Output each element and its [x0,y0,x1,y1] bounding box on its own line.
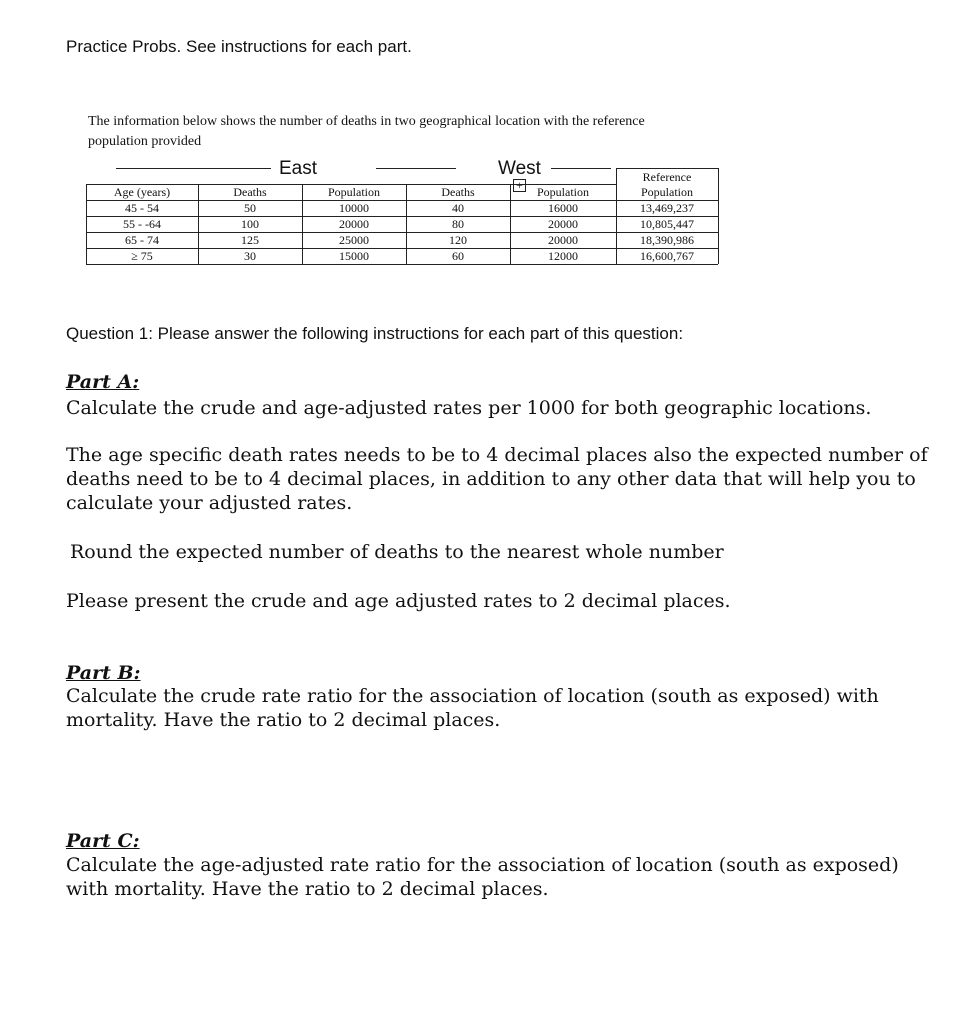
east-label: East [279,158,318,179]
col-header-west-deaths: Deaths [441,185,475,199]
east-pop-cell: 10000 [339,201,369,215]
col-header-west-population: Population [536,185,589,199]
east-deaths-cell: 50 [244,201,256,215]
east-deaths-cell: 30 [244,249,256,263]
col-header-age: Age (years) [113,185,171,199]
ref-pop-cell: 16,600,767 [640,249,694,263]
part-a-instructions: The age specific death rates needs to be to 4 decimal places also the expected number of deaths need to be to 4 decimal places, in addition to any other data that will help you to calculate your adjusted rates. [66,444,928,514]
west-pop-cell: 16000 [548,201,578,215]
west-deaths-cell: 40 [452,201,464,215]
part-a-rounding-note: Round the expected number of deaths to the nearest whole number [70,541,724,563]
intro-text: The information below shows the number of deaths in two geographical location with the reference population provided [88,114,645,149]
data-table [86,158,726,268]
ref-pop-cell: 13,469,237 [640,201,694,215]
col-header-east-population: Population [327,185,380,199]
west-label: West [498,158,541,179]
question-1-text: Question 1: Please answer the following instructions for each part of this question: [66,324,684,343]
age-cell: 45 - 54 [125,201,159,215]
part-c-text: Calculate the age-adjusted rate ratio for the association of location (south as exposed) with mortality. Have the ratio to 2 decimal places. [66,854,899,900]
ref-pop-cell: 18,390,986 [640,233,694,247]
east-pop-cell: 20000 [339,217,369,231]
age-cell: ≥ 75 [131,249,153,263]
east-pop-cell: 25000 [339,233,369,247]
east-pop-cell: 15000 [339,249,369,263]
east-deaths-cell: 125 [241,233,259,247]
part-c-heading: Part C: [66,830,140,852]
col-header-reference-line2: Population [640,185,693,199]
col-header-east-deaths: Deaths [233,185,267,199]
west-deaths-cell: 60 [452,249,464,263]
col-header-reference-line1: Reference [642,170,692,184]
west-pop-cell: 20000 [548,233,578,247]
part-b-heading: Part B: [66,662,141,684]
part-a-text: Calculate the crude and age-adjusted rates per 1000 for both geographic locations. [66,397,872,419]
east-deaths-cell: 100 [241,217,259,231]
expand-icon: + [513,179,526,192]
ref-pop-cell: 10,805,447 [640,217,694,231]
west-deaths-cell: 80 [452,217,464,231]
west-deaths-cell: 120 [449,233,467,247]
west-pop-cell: 12000 [548,249,578,263]
age-cell: 55 - -64 [123,217,161,231]
age-cell: 65 - 74 [125,233,159,247]
page-title: Practice Probs. See instructions for each part. [66,37,412,56]
part-a-heading: Part A: [66,371,140,393]
part-a-presentation-note: Please present the crude and age adjusted rates to 2 decimal places. [66,590,731,612]
part-b-text: Calculate the crude rate ratio for the association of location (south as exposed) with mortality. Have the ratio to 2 decimal places. [66,685,879,731]
west-pop-cell: 20000 [548,217,578,231]
